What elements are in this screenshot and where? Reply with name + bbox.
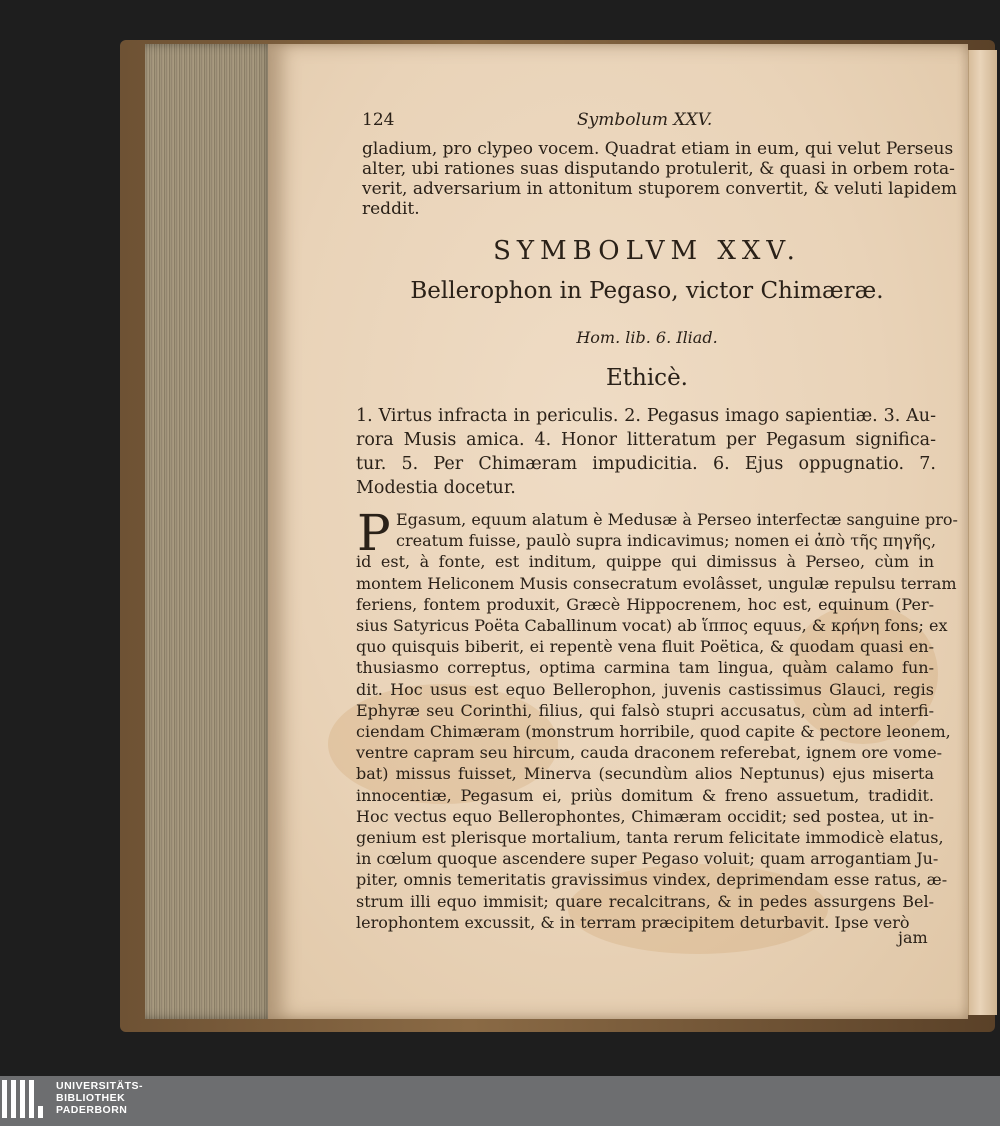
- body-line: innocentiæ, Pegasum ei, priùs domitum & freno assuetum, tradidit.: [356, 785, 934, 805]
- logo-line: PADERBORN: [56, 1104, 128, 1116]
- body-line: strum illi equo immisit; quare recalcitrans, & in pedes assurgens Bel-: [356, 891, 934, 911]
- body-line: Ephyræ seu Corinthi, filius, qui falsò stupri accusatus, cùm ad interfi-: [356, 700, 934, 720]
- body-line: sius Satyricus Poëta Caballinum vocat) ab ἵππος equus, & κρήνη fons; ex: [356, 616, 948, 636]
- library-logo-text: [56, 1080, 143, 1116]
- body-line: dit. Hoc usus est equo Bellerophon, juvenis castissimus Glauci, regis: [356, 679, 934, 699]
- body-line: piter, omnis temeritatis gravissimus vindex, deprimendam esse ratus, æ-: [356, 870, 948, 890]
- logo-line: BIBLIOTHEK: [56, 1092, 126, 1104]
- section-heading: Ethicè.: [605, 365, 688, 391]
- summary-line: rora Musis amica. 4. Honor litteratum per Pegasum significa-: [356, 430, 936, 450]
- body-line: in cœlum quoque ascendere super Pegaso voluit; quam arrogantiam Ju-: [356, 849, 939, 869]
- symbol-reference: Hom. lib. 6. Iliad.: [576, 328, 718, 347]
- body-line: feriens, fontem produxit, Græcè Hippocrenem, hoc est, equinum (Per-: [356, 594, 934, 614]
- body-line: creatum fuisse, paulò supra indicavimus; nomen ei ἀπὸ τῆς πηγῆς,: [396, 531, 937, 551]
- body-line: genium est plerisque mortalium, tanta rerum felicitate immodicè elatus,: [356, 828, 944, 848]
- body-line: ciendam Chimæram (monstrum horribile, quod capite & pectore leonem,: [356, 722, 951, 742]
- previous-section-text: [362, 139, 958, 219]
- library-footer: [0, 1076, 1000, 1126]
- summary-line: Modestia docetur.: [356, 478, 516, 498]
- page-number: 124: [362, 110, 395, 130]
- body-line: ventre capram seu hircum, cauda draconem referebat, ignem ore vome-: [356, 743, 943, 763]
- logo-line: UNIVERSITÄTS-: [56, 1080, 144, 1092]
- text-line: verit, adversarium in attonitum stuporem convertit, & veluti lapidem: [362, 179, 958, 199]
- catchword: jam: [898, 928, 928, 947]
- symbol-title: SYMBOLVM XXV.: [493, 236, 801, 266]
- body-line: id est, à fonte, est inditum, quippe qui dimissus à Perseo, cùm in: [356, 552, 934, 572]
- body-line: Hoc vectus equo Bellerophontes, Chimæram occidit; sed postea, ut in-: [356, 806, 934, 826]
- text-line: reddit.: [362, 199, 420, 219]
- body-line: bat) missus fuisset, Minerva (secundùm alios Neptunus) ejus miserta: [356, 764, 934, 784]
- page-block-edges: [145, 44, 275, 1019]
- running-title: Symbolum XXV.: [577, 110, 713, 130]
- body-line: thusiasmo correptus, optima carmina tam lingua, quàm calamo fun-: [356, 658, 934, 678]
- summary-line: tur. 5. Per Chimæram impudicitia. 6. Ejus oppugnatio. 7.: [356, 454, 936, 474]
- summary-line: 1. Virtus infracta in periculis. 2. Pegasus imago sapientiæ. 3. Au-: [356, 406, 936, 426]
- body-line: lerophontem excussit, & in terram præcipitem deturbavit. Ipse verò: [356, 912, 910, 932]
- body-line: montem Heliconem Musis consecratum evolâsset, ungulæ repulsu terram: [356, 573, 957, 593]
- drop-cap: P: [357, 504, 391, 562]
- text-line: gladium, pro clypeo vocem. Quadrat etiam in eum, qui velut Perseus: [362, 139, 954, 159]
- next-page-edge: [968, 50, 997, 1015]
- body-paragraph: [356, 504, 958, 933]
- library-logo-icon: [2, 1080, 46, 1122]
- body-line: Egasum, equum alatum è Medusæ à Perseo interfectæ sanguine pro-: [396, 510, 958, 529]
- summary-points: [356, 404, 936, 500]
- body-line: quo quisquis biberit, ei repentè vena fluit Poëtica, & quodam quasi en-: [356, 637, 934, 657]
- text-line: alter, ubi rationes suas disputando protulerit, & quasi in orbem rota-: [362, 159, 955, 179]
- symbol-subtitle: Bellerophon in Pegaso, victor Chimæræ.: [410, 278, 884, 304]
